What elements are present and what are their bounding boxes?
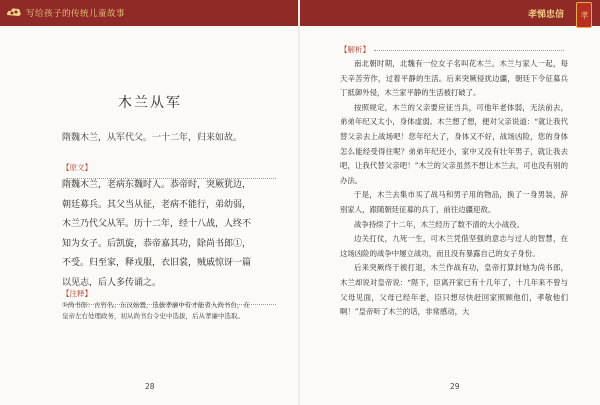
section-notes-label: 【注释】 xyxy=(62,289,92,298)
body-paragraph: 战争持续了十二年，木兰经历了数不清的大小战役。 xyxy=(354,219,524,229)
body-paragraph: 于是，木兰去集市买了战马和男子用的物品，换了一身男装，辞别家人，跟随朝廷征募的兵丁，前往边疆迎敌。 xyxy=(340,190,568,214)
story-subtitle: 隋魏木兰，从军代父。一十二年，归来如故。 xyxy=(62,133,243,143)
seal-character: 孝 xyxy=(580,11,589,19)
cloud-emblem-icon xyxy=(6,6,22,18)
left-header-band xyxy=(0,0,300,26)
page-number-left: 28 xyxy=(145,382,155,391)
story-title: 木兰从军 xyxy=(118,95,182,111)
footnote: ①尚书郎：古官名。东汉始置，选拔孝廉中有才能者入尚书台，在皇帝左右处理政务，初从尚书台令史中选拔，后从孝廉中选取。 xyxy=(62,301,250,320)
body-paragraph: 后来突厥终于被打退，木兰作战有功，皇帝打算封她为尚书郎，木兰却说对皇帝说：“陛下，臣离开家已有十几年了，十几年来不曾与父母见面，父母已经年老，臣只想尽快赶回家照顾他们，孝敬他们啊！”皇帝听了木兰的话，非常感动，大 xyxy=(340,263,568,317)
right-page xyxy=(300,0,600,405)
series-title: 写给孩子的传统儿童故事 xyxy=(26,9,126,19)
body-paragraph: 南北朝时期，北魏有一位女子名叫花木兰。木兰与家人一起，每天辛苦劳作，过着平静的生活。后来突厥侵扰边疆，朝廷下令征募兵丁抵御外侵，木兰家平静的生活被打破了。 xyxy=(340,59,568,98)
section-analysis-label: 【解析】 xyxy=(340,45,370,54)
body-paragraph: 边关打仗，九死一生，可木兰凭借坚强的意志与过人的智慧，在这场凶险的战争中屡立战功，而且没有暴露自己的女子身份。 xyxy=(340,234,568,258)
right-header-band xyxy=(300,0,600,26)
page-number-right: 29 xyxy=(450,382,460,391)
theme-label: 孝悌忠信 xyxy=(527,10,564,20)
classical-text: 隋魏木兰，老病东魏时人。恭帝时，突厥犹边，朝廷募兵。其父当从征，老病不能行，弟幼弱，木兰乃代父从军。历十二年，经十八战，人终不知为女子。后凯旋，恭帝嘉其功，除尚书郎①，不受。归至家，释戎服，衣旧裳，贼戚惊讶一篇以见志，后人多传诵之。 xyxy=(62,180,252,288)
seal-icon xyxy=(576,2,592,28)
body-paragraph: 按照规定，木兰的父亲要应征当兵，可他年老体弱，无法前去，弟弟年纪又太小，身体虚弱。木兰想了想，便对父亲说道：“就让我代替父亲去上战场吧！您年纪大了，身体又不好，战场凶险，您的身体怎么能经受得住呢？弟弟年纪还小，家中又没有壮年男子，就让我去吧，让我代替父亲吧！”木兰的父亲虽然不想让木兰去，可也没有别的办法。 xyxy=(340,102,568,185)
analysis-body xyxy=(340,57,568,320)
section-analysis-heading xyxy=(340,44,564,55)
section-divider xyxy=(374,50,564,51)
section-original-label: 【原文】 xyxy=(62,163,92,172)
